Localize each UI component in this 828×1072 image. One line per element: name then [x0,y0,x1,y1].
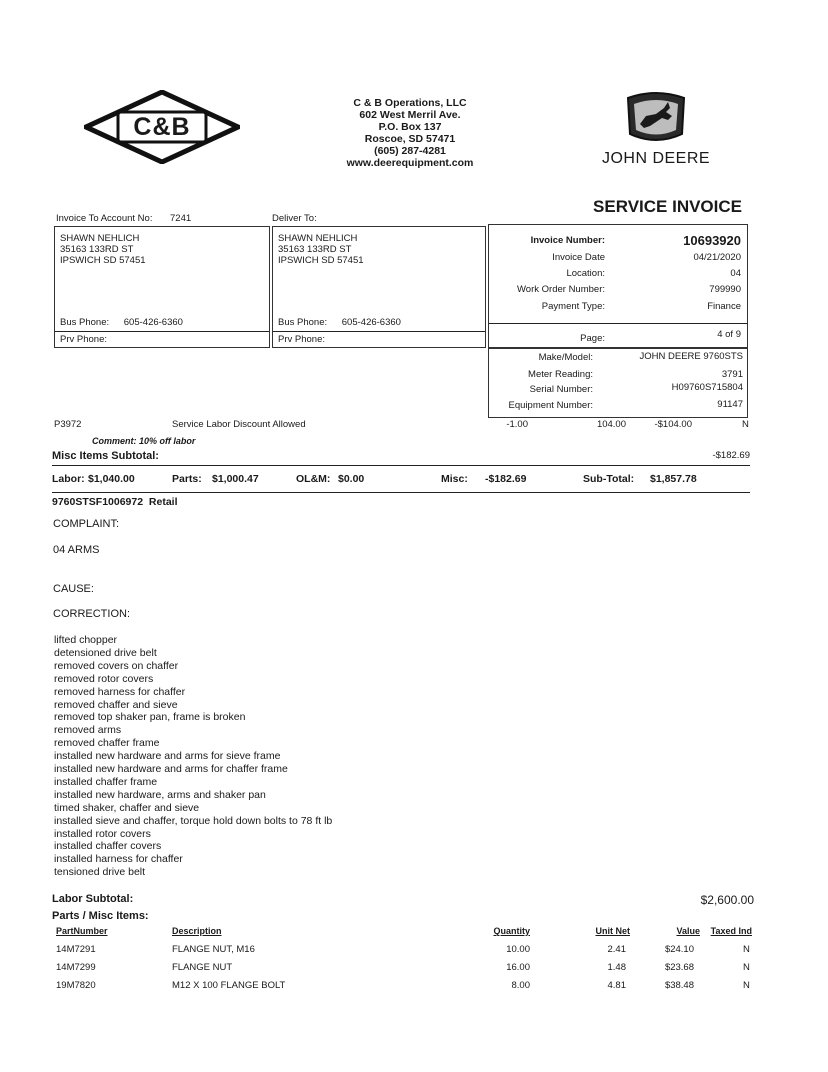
correction-line: installed new hardware and arms for sieve frame [54,750,281,763]
bill-to-name: SHAWN NEHLICH [60,233,140,244]
misc-qty: -1.00 [506,419,528,430]
equipment-box [488,348,748,418]
deliver-to-label: Deliver To: [272,213,317,224]
part-description: M12 X 100 FLANGE BOLT [172,980,286,991]
misc-subtotal-label: Misc Items Subtotal: [52,450,159,462]
parts-total-label: Parts: [172,473,202,485]
correction-line: removed chaffer frame [54,737,160,750]
dealer-address [330,97,490,169]
parts-header-value: Value [676,926,700,936]
parts-header-part: PartNumber [56,926,108,936]
part-number: 14M7299 [56,962,96,973]
invoice-info-box [488,224,748,348]
part-quantity: 10.00 [506,944,530,955]
ship-bus-phone-value: 605-426-6360 [341,317,401,328]
part-taxed: N [743,962,750,973]
misc-total-label: Misc: [441,473,468,485]
correction-line: removed top shaker pan, frame is broken [54,711,246,724]
location-value: 04 [730,268,741,279]
work-order-label: Work Order Number: [517,284,605,295]
correction-line: removed arms [54,724,122,737]
table-row [0,962,828,976]
labor-total-value: $1,040.00 [88,473,135,485]
ship-bus-phone-label: Bus Phone: [278,317,328,328]
parts-header-desc: Description [172,926,222,936]
page-value: 4 of 9 [717,329,741,340]
page-label: Page: [580,333,605,344]
doc-title: SERVICE INVOICE [593,197,742,216]
olm-total-value: $0.00 [338,473,365,485]
misc-taxed: N [742,419,749,430]
work-order-value: 799990 [709,284,741,295]
misc-total-value: -$182.69 [485,473,527,485]
table-row [0,980,828,994]
correction-line: tensioned drive belt [54,866,146,879]
parts-header-unit: Unit Net [595,926,630,936]
parts-header-taxed: Taxed Ind [710,926,752,936]
bill-to-box [54,226,270,348]
part-number: 19M7820 [56,980,96,991]
correction-line: installed chaffer covers [54,840,162,853]
table-row [0,944,828,958]
correction-line: installed new hardware, arms and shaker pan [54,788,266,801]
correction-list [54,634,554,880]
meter-value: 3791 [721,369,743,380]
meter-label: Meter Reading: [528,369,593,380]
labor-subtotal-value: $2,600.00 [700,893,754,907]
equipment-number-label: Equipment Number: [508,400,593,411]
parts-header-qty: Quantity [493,926,530,936]
brand-name: JOHN DEERE [601,150,711,167]
invoice-to-label: Invoice To Account No: [56,213,153,224]
dealer-pobox: P.O. Box 137 [378,121,442,133]
correction-line: removed covers on chaffer [54,659,179,672]
part-unit-net: 1.48 [607,962,626,973]
correction-label: CORRECTION: [53,608,130,620]
part-unit-net: 4.81 [607,980,626,991]
dealer-logo [84,90,240,164]
complaint-text: 04 ARMS [53,544,100,556]
make-model-value: JOHN DEERE 9760STS [639,351,743,362]
labor-total-label: Labor: [52,473,85,485]
make-model-label: Make/Model: [538,352,593,363]
invoice-number-label: Invoice Number: [530,235,605,246]
misc-unit: 104.00 [596,419,626,430]
part-value: $38.48 [664,980,694,991]
invoice-date-label: Invoice Date [552,252,605,263]
ship-prv-phone-label: Prv Phone: [278,334,325,345]
correction-line: timed shaker, chaffer and sieve [54,801,200,814]
ship-to-street: 35163 133RD ST [278,244,352,255]
parts-total-value: $1,000.47 [212,473,259,485]
labor-subtotal-label: Labor Subtotal: [52,893,134,905]
ship-to-name: SHAWN NEHLICH [278,233,358,244]
john-deere-logo-icon [622,90,690,146]
dealer-name: C & B Operations, LLC [353,97,467,109]
parts-section-label: Parts / Misc Items: [52,910,149,922]
part-value: $24.10 [664,944,694,955]
correction-line: installed harness for chaffer [54,853,183,866]
invoice-date: 04/21/2020 [693,252,741,263]
bill-to-street: 35163 133RD ST [60,244,134,255]
part-description: FLANGE NUT, M16 [172,944,255,955]
misc-subtotal-value: -$182.69 [712,450,750,461]
ship-to-box [272,226,486,348]
part-unit-net: 2.41 [607,944,626,955]
serial-label: Serial Number: [529,384,593,395]
correction-line: removed harness for chaffer [54,685,186,698]
dealer-website: www.deerequipment.com [346,157,474,169]
equipment-number-value: 91147 [717,399,743,410]
ship-to-city: IPSWICH SD 57451 [278,255,364,266]
complaint-label: COMPLAINT: [53,518,120,530]
dealer-street: 602 West Merril Ave. [359,109,461,121]
part-quantity: 16.00 [506,962,530,973]
correction-line: installed new hardware and arms for chaffer frame [54,763,288,775]
job-title: 9760STSF1006972 Retail [52,496,178,508]
part-taxed: N [743,944,750,955]
part-description: FLANGE NUT [172,962,233,973]
bill-to-city: IPSWICH SD 57451 [60,255,146,266]
dealer-logo-text: C&B [133,113,191,141]
misc-value: -$104.00 [654,419,692,430]
subtotal-value: $1,857.78 [650,473,697,485]
correction-line: detensioned drive belt [54,646,157,659]
part-quantity: 8.00 [511,980,530,991]
correction-line: installed chaffer frame [54,775,158,788]
misc-description: Service Labor Discount Allowed [172,419,306,430]
bus-phone-label: Bus Phone: [60,317,110,328]
correction-line: lifted chopper [54,634,118,646]
part-number: 14M7291 [56,944,96,955]
correction-line: installed sieve and chaffer, torque hold down bolts to 78 ft lb [54,814,333,827]
part-value: $23.68 [664,962,694,973]
bus-phone-value: 605-426-6360 [123,317,183,328]
subtotal-label: Sub-Total: [583,473,635,485]
account-number: 7241 [170,213,192,224]
misc-code: P3972 [54,419,82,430]
correction-line: removed chaffer and sieve [54,698,178,711]
cause-label: CAUSE: [53,583,94,595]
dealer-phone: (605) 287-4281 [374,145,446,157]
correction-line: installed rotor covers [54,827,151,840]
prv-phone-label: Prv Phone: [60,334,107,345]
correction-line: removed rotor covers [54,672,154,685]
misc-comment: Comment: 10% off labor [92,436,196,446]
location-label: Location: [566,268,605,279]
olm-total-label: OL&M: [296,473,331,485]
payment-type-label: Payment Type: [541,301,605,312]
totals-row [0,473,828,487]
part-taxed: N [743,980,750,991]
dealer-city: Roscoe, SD 57471 [364,133,456,145]
invoice-number: 10693920 [683,233,741,248]
serial-value: H09760S715804 [671,382,743,393]
payment-type-value: Finance [707,301,741,312]
